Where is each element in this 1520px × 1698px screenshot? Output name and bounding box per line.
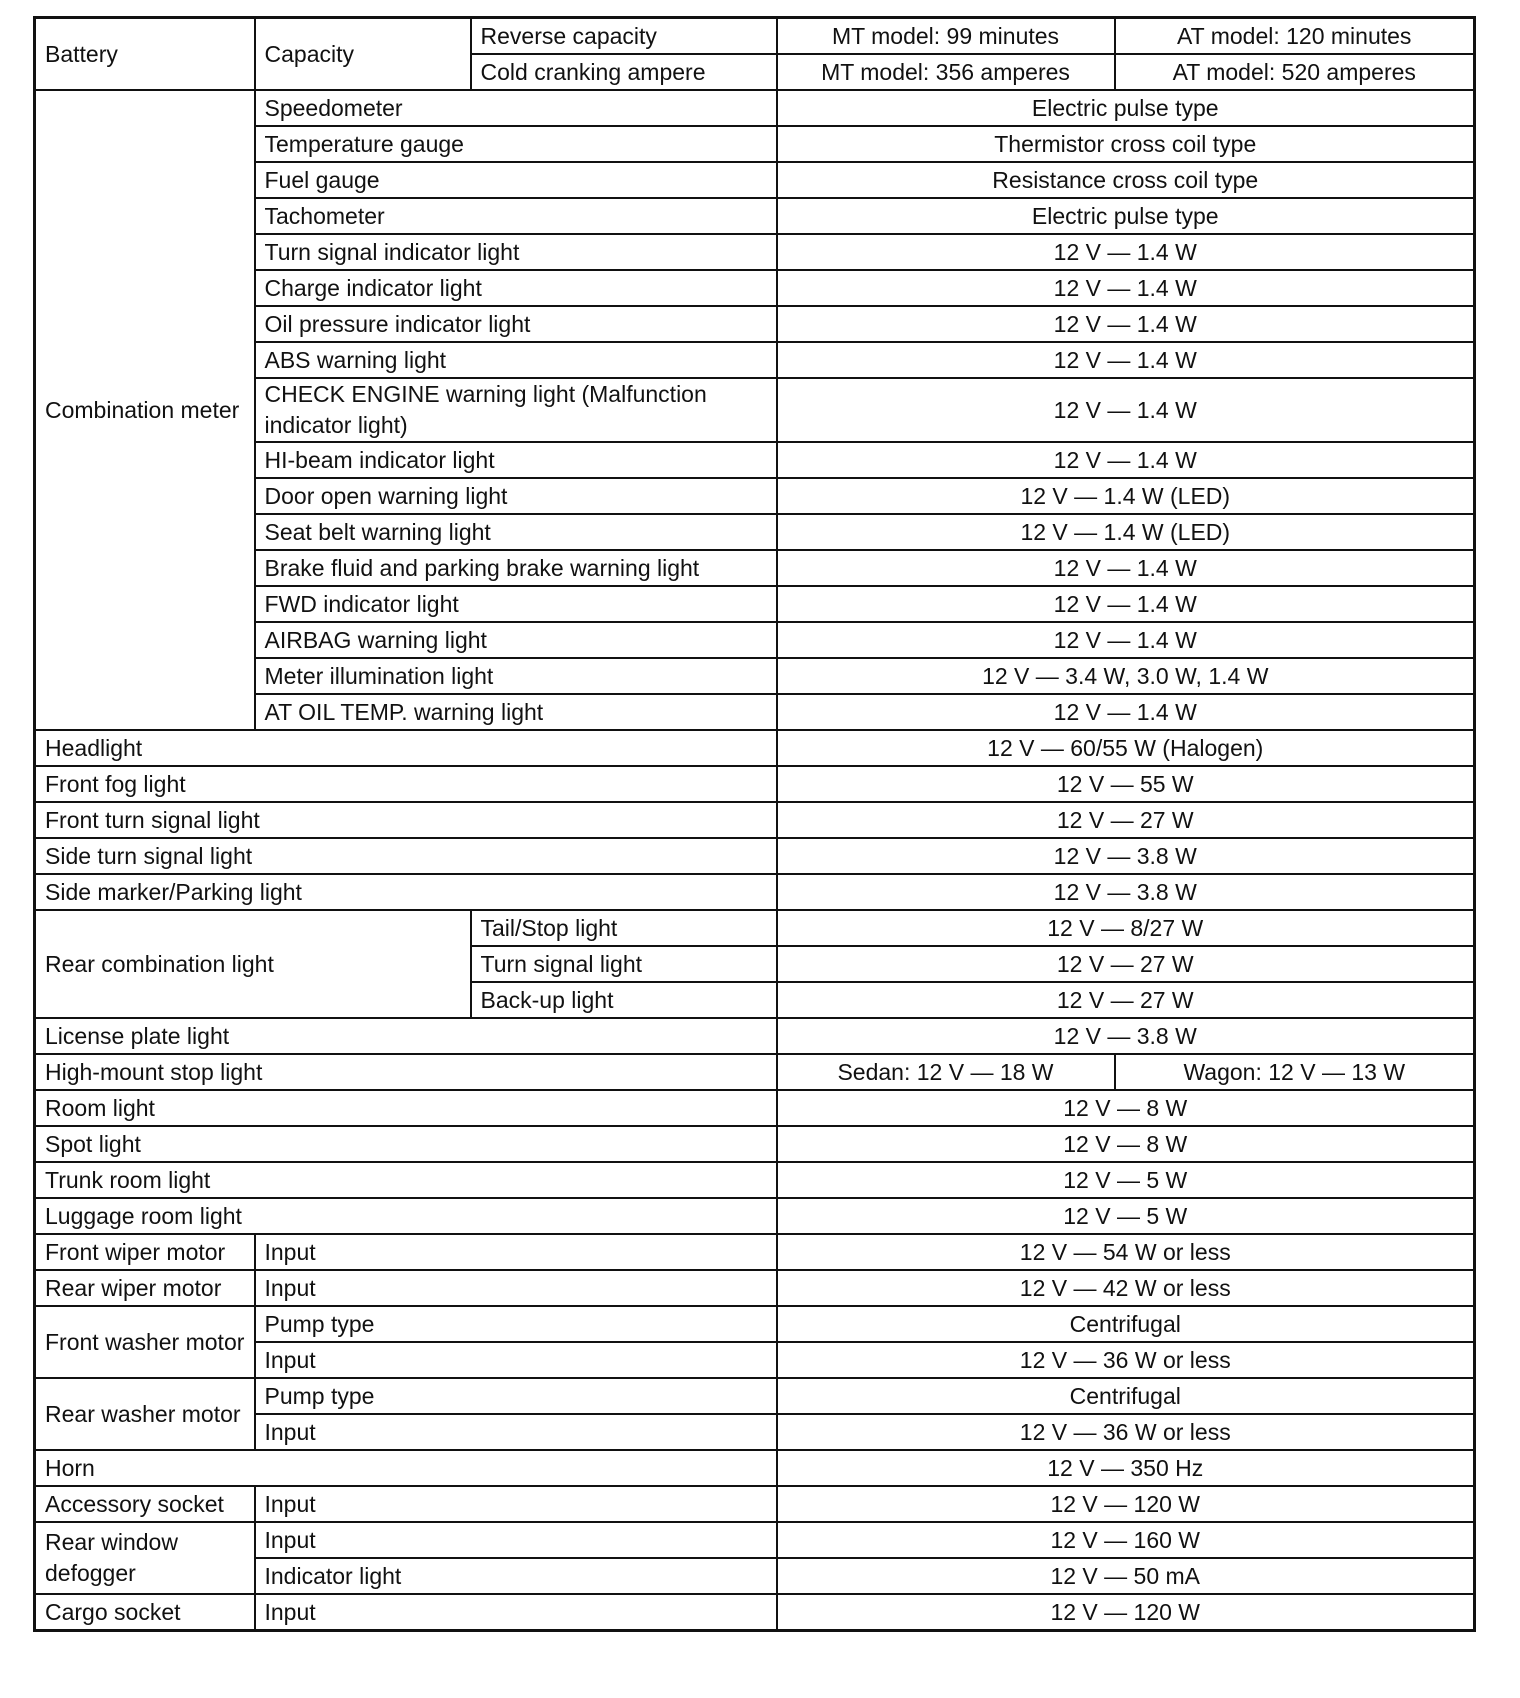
meter-item: CHECK ENGINE warning light (Malfunction indicator light) [255,378,777,442]
rear-washer-input-sub: Input [255,1414,777,1450]
light-value: 12 V — 55 W [777,766,1475,802]
meter-value: 12 V — 1.4 W [777,270,1475,306]
light-item: Front fog light [35,766,777,802]
light-item: Headlight [35,730,777,766]
rear-defogger-indicator-sub: Indicator light [255,1558,777,1594]
light-value: 12 V — 5 W [777,1198,1475,1234]
meter-value: 12 V — 1.4 W [777,442,1475,478]
high-mount-wagon: Wagon: 12 V — 13 W [1115,1054,1475,1090]
reverse-capacity-at: AT model: 120 minutes [1115,18,1475,55]
meter-item: HI-beam indicator light [255,442,777,478]
meter-value: 12 V — 3.4 W, 3.0 W, 1.4 W [777,658,1475,694]
meter-value: Electric pulse type [777,90,1475,126]
capacity-label: Capacity [255,18,471,91]
reverse-capacity-mt: MT model: 99 minutes [777,18,1115,55]
rear-defogger-indicator-value: 12 V — 50 mA [777,1558,1475,1594]
reverse-capacity-label: Reverse capacity [471,18,777,55]
table-row [35,802,1475,838]
rear-combination-label: Rear combination light [35,910,471,1018]
front-wiper-value: 12 V — 54 W or less [777,1234,1475,1270]
horn-value: 12 V — 350 Hz [777,1450,1475,1486]
table-row [35,1162,1475,1198]
table-row [35,18,1475,55]
meter-item: Door open warning light [255,478,777,514]
accessory-socket-sub: Input [255,1486,777,1522]
meter-value: 12 V — 1.4 W [777,234,1475,270]
meter-value: Electric pulse type [777,198,1475,234]
table-row [35,1306,1475,1342]
light-item: Trunk room light [35,1162,777,1198]
light-item: Side turn signal light [35,838,777,874]
rear-washer-pump-value: Centrifugal [777,1378,1475,1414]
accessory-socket-item: Accessory socket [35,1486,255,1522]
battery-label: Battery [35,18,255,91]
table-row [35,1018,1475,1054]
meter-value: 12 V — 1.4 W [777,586,1475,622]
cargo-socket-value: 12 V — 120 W [777,1594,1475,1631]
front-wiper-sub: Input [255,1234,777,1270]
meter-item: Fuel gauge [255,162,777,198]
rear-combination-item: Back-up light [471,982,777,1018]
light-value: 12 V — 60/55 W (Halogen) [777,730,1475,766]
light-item: Spot light [35,1126,777,1162]
rear-washer-input-value: 12 V — 36 W or less [777,1414,1475,1450]
meter-value: 12 V — 1.4 W (LED) [777,478,1475,514]
table-row [35,1378,1475,1414]
front-washer-pump-value: Centrifugal [777,1306,1475,1342]
light-item: Luggage room light [35,1198,777,1234]
front-washer-input-value: 12 V — 36 W or less [777,1342,1475,1378]
meter-value: 12 V — 1.4 W [777,694,1475,730]
combination-meter-label: Combination meter [35,90,255,730]
meter-value: Resistance cross coil type [777,162,1475,198]
high-mount-item: High-mount stop light [35,1054,777,1090]
meter-item: Seat belt warning light [255,514,777,550]
meter-item: Oil pressure indicator light [255,306,777,342]
front-washer-label: Front washer motor [35,1306,255,1378]
meter-item: Temperature gauge [255,126,777,162]
table-row [35,1270,1475,1306]
meter-value: 12 V — 1.4 W (LED) [777,514,1475,550]
table-row [35,766,1475,802]
meter-item: AT OIL TEMP. warning light [255,694,777,730]
light-value: 12 V — 3.8 W [777,838,1475,874]
license-plate-value: 12 V — 3.8 W [777,1018,1475,1054]
meter-value: 12 V — 1.4 W [777,342,1475,378]
rear-defogger-input-sub: Input [255,1522,777,1558]
light-value: 12 V — 5 W [777,1162,1475,1198]
meter-item: Turn signal indicator light [255,234,777,270]
front-washer-input-sub: Input [255,1342,777,1378]
meter-value: 12 V — 1.4 W [777,306,1475,342]
meter-item: FWD indicator light [255,586,777,622]
table-row [35,90,1475,126]
light-value: 12 V — 8 W [777,1090,1475,1126]
table-row [35,1450,1475,1486]
rear-combination-value: 12 V — 27 W [777,946,1475,982]
light-item: Room light [35,1090,777,1126]
cargo-socket-sub: Input [255,1594,777,1631]
light-value: 12 V — 8 W [777,1126,1475,1162]
meter-item: AIRBAG warning light [255,622,777,658]
table-row [35,1054,1475,1090]
light-item: Front turn signal light [35,802,777,838]
high-mount-sedan: Sedan: 12 V — 18 W [777,1054,1115,1090]
table-row [35,1090,1475,1126]
rear-wiper-sub: Input [255,1270,777,1306]
table-row [35,1198,1475,1234]
horn-item: Horn [35,1450,777,1486]
table-row [35,1486,1475,1522]
table-row [35,838,1475,874]
meter-item: Speedometer [255,90,777,126]
light-value: 12 V — 3.8 W [777,874,1475,910]
table-row [35,1126,1475,1162]
table-row [35,910,1475,946]
cargo-socket-item: Cargo socket [35,1594,255,1631]
rear-defogger-label: Rear window defogger [35,1522,255,1594]
rear-combination-item: Turn signal light [471,946,777,982]
rear-wiper-item: Rear wiper motor [35,1270,255,1306]
meter-value: 12 V — 1.4 W [777,550,1475,586]
meter-item: Meter illumination light [255,658,777,694]
license-plate-item: License plate light [35,1018,777,1054]
meter-item: Brake fluid and parking brake warning light [255,550,777,586]
rear-washer-pump-sub: Pump type [255,1378,777,1414]
table-row [35,730,1475,766]
light-item: Side marker/Parking light [35,874,777,910]
rear-defogger-input-value: 12 V — 160 W [777,1522,1475,1558]
front-wiper-item: Front wiper motor [35,1234,255,1270]
accessory-socket-value: 12 V — 120 W [777,1486,1475,1522]
rear-combination-value: 12 V — 8/27 W [777,910,1475,946]
front-washer-pump-sub: Pump type [255,1306,777,1342]
meter-value: 12 V — 1.4 W [777,378,1475,442]
table-row [35,1522,1475,1558]
rear-combination-item: Tail/Stop light [471,910,777,946]
electrical-spec-table [33,16,1476,1632]
meter-item: ABS warning light [255,342,777,378]
meter-value: Thermistor cross coil type [777,126,1475,162]
meter-item: Tachometer [255,198,777,234]
rear-combination-value: 12 V — 27 W [777,982,1475,1018]
cold-cranking-mt: MT model: 356 amperes [777,54,1115,90]
cold-cranking-label: Cold cranking ampere [471,54,777,90]
light-value: 12 V — 27 W [777,802,1475,838]
rear-washer-label: Rear washer motor [35,1378,255,1450]
meter-value: 12 V — 1.4 W [777,622,1475,658]
rear-wiper-value: 12 V — 42 W or less [777,1270,1475,1306]
table-row [35,874,1475,910]
cold-cranking-at: AT model: 520 amperes [1115,54,1475,90]
table-row [35,1594,1475,1631]
meter-item: Charge indicator light [255,270,777,306]
table-row [35,1234,1475,1270]
